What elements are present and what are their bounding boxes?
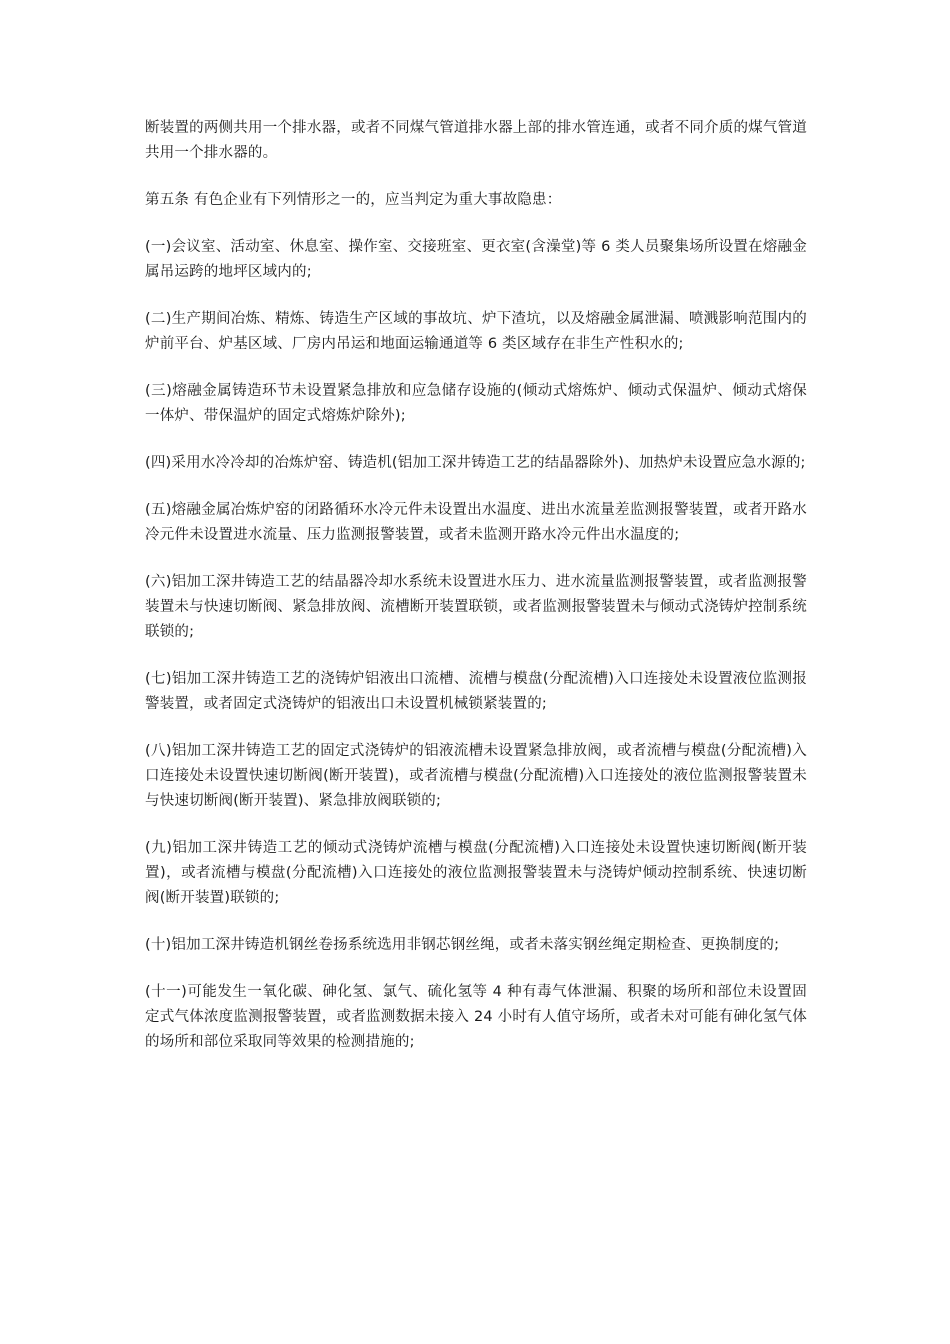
paragraph-item-4: (四)采用水冷冷却的冶炼炉窑、铸造机(铝加工深井铸造工艺的结晶器除外)、加热炉未设置应急水源的; bbox=[145, 455, 806, 471]
paragraph-item-7: (七)铝加工深井铸造工艺的浇铸炉铝液出口流槽、流槽与模盘(分配流槽)入口连接处未设置液位监测报警装置，或者固定式浇铸炉的铝液出口未设置机械锁紧装置的; bbox=[145, 671, 807, 712]
paragraph-continuation: 断装置的两侧共用一个排水器，或者不同煤气管道排水器上部的排水管连通，或者不同介质的煤气管道共用一个排水器的。 bbox=[145, 120, 807, 161]
paragraph-article-5-heading: 第五条 有色企业有下列情形之一的，应当判定为重大事故隐患： bbox=[145, 192, 562, 208]
paragraph-item-6: (六)铝加工深井铸造工艺的结晶器冷却水系统未设置进水压力、进水流量监测报警装置，或者监测报警装置未与快速切断阀、紧急排放阀、流槽断开装置联锁，或者监测报警装置未与倾动式浇铸炉控制系统联锁的; bbox=[145, 574, 807, 640]
document-body bbox=[145, 116, 807, 1077]
paragraph-item-9: (九)铝加工深井铸造工艺的倾动式浇铸炉流槽与模盘(分配流槽)入口连接处未设置快速切断阀(断开装置)，或者流槽与模盘(分配流槽)入口连接处的液位监测报警装置未与浇铸炉倾动控制系统、快速切断阀(断开装置)联锁的; bbox=[145, 840, 807, 906]
paragraph-item-5: (五)熔融金属冶炼炉窑的闭路循环水冷元件未设置出水温度、进出水流量差监测报警装置，或者开路水冷元件未设置进水流量、压力监测报警装置，或者未监测开路水冷元件出水温度的; bbox=[145, 502, 807, 543]
paragraph-item-1: (一)会议室、活动室、休息室、操作室、交接班室、更衣室(含澡堂)等 6 类人员聚集场所设置在熔融金属吊运跨的地坪区域内的; bbox=[145, 239, 807, 280]
paragraph-item-11: (十一)可能发生一氧化碳、砷化氢、氯气、硫化氢等 4 种有毒气体泄漏、积聚的场所和部位未设置固定式气体浓度监测报警装置，或者监测数据未接入 24 小时有人值守场所，或者未对可能有砷化氢气体的场所和部位采取同等效果的检测措施的; bbox=[145, 984, 807, 1050]
paragraph-item-2: (二)生产期间冶炼、精炼、铸造生产区域的事故坑、炉下渣坑，以及熔融金属泄漏、喷溅影响范围内的炉前平台、炉基区域、厂房内吊运和地面运输通道等 6 类区域存在非生产性积水的; bbox=[145, 311, 807, 352]
paragraph-item-10: (十)铝加工深井铸造机钢丝卷扬系统选用非钢芯钢丝绳，或者未落实钢丝绳定期检查、更换制度的; bbox=[145, 937, 780, 953]
paragraph-item-8: (八)铝加工深井铸造工艺的固定式浇铸炉的铝液流槽未设置紧急排放阀，或者流槽与模盘(分配流槽)入口连接处未设置快速切断阀(断开装置)，或者流槽与模盘(分配流槽)入口连接处的液位监测报警装置未与快速切断阀(断开装置)、紧急排放阀联锁的; bbox=[145, 743, 807, 809]
paragraph-item-3: (三)熔融金属铸造环节未设置紧急排放和应急储存设施的(倾动式熔炼炉、倾动式保温炉、倾动式熔保一体炉、带保温炉的固定式熔炼炉除外); bbox=[145, 383, 807, 424]
